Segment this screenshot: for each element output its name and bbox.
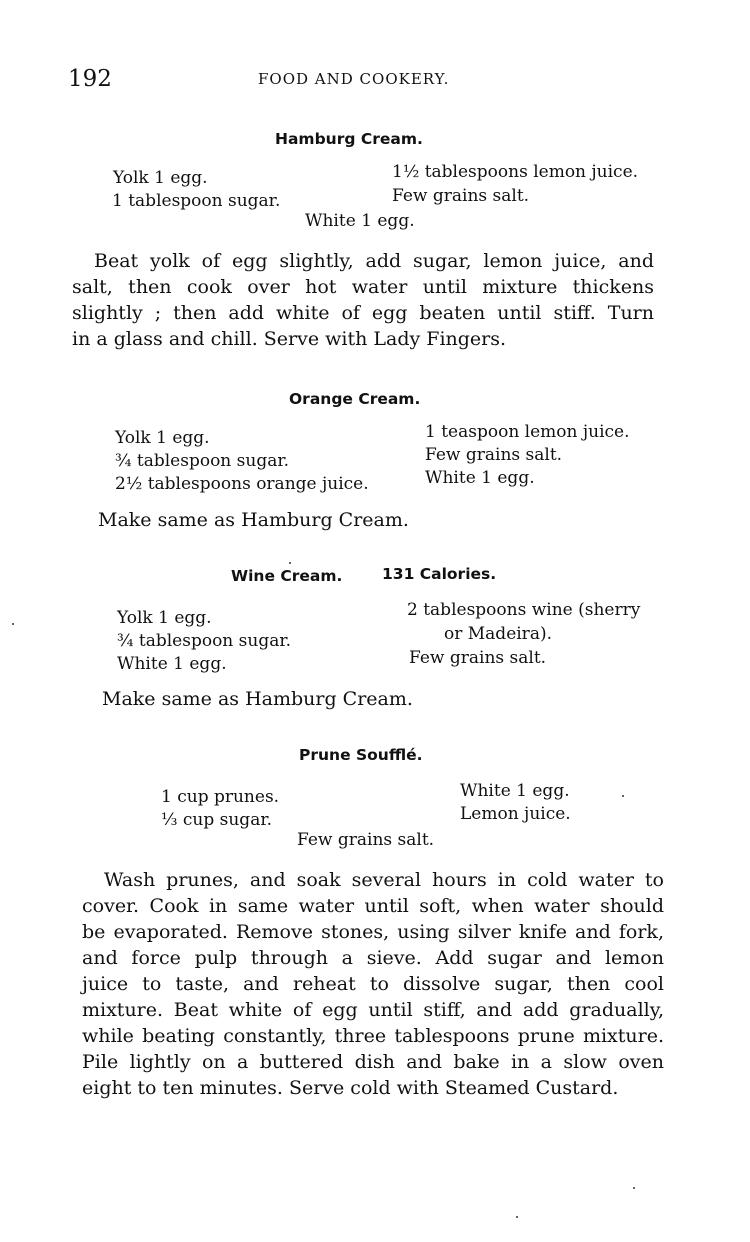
method-line: be evaporated. Remove stones, using silver knife and fork, [82, 921, 664, 943]
ingredient-lemon-juice: 1 teaspoon lemon juice. [425, 422, 630, 442]
ingredient-yolk: Yolk 1 egg. [115, 428, 210, 448]
scan-speck [633, 1187, 635, 1189]
ingredient-sugar: ¾ tablespoon sugar. [115, 451, 290, 471]
recipe-title: Wine Cream. [231, 567, 343, 585]
recipe-method [72, 248, 654, 352]
ingredient-sugar: ⅓ cup sugar. [161, 810, 272, 830]
recipe-title: Prune Soufflé. [299, 746, 423, 764]
method-line: in a glass and chill. Serve with Lady Fingers. [72, 328, 507, 350]
ingredient-salt: Few grains salt. [297, 830, 435, 850]
recipe-method: Make same as Hamburg Cream. [98, 509, 409, 531]
ingredient-egg-white: White 1 egg. [117, 654, 227, 674]
ingredient-salt: Few grains salt. [409, 648, 547, 668]
ingredient-yolk: Yolk 1 egg. [117, 608, 212, 628]
ingredient-wine: 2 tablespoons wine (sherry [407, 600, 641, 620]
scan-speck [516, 1216, 518, 1218]
recipe-title: Hamburg Cream. [275, 130, 423, 148]
method-line: Wash prunes, and soak several hours in cold water to [104, 869, 664, 891]
ingredient-sugar: ¾ tablespoon sugar. [117, 631, 292, 651]
ingredient-yolk: Yolk 1 egg. [113, 168, 208, 188]
calories-label: 131 Calories. [382, 565, 497, 583]
ingredient-orange-juice: 2½ tablespoons orange juice. [115, 474, 369, 494]
ingredient-salt: Few grains salt. [425, 445, 563, 465]
recipe-method [82, 867, 664, 1101]
running-head: FOOD AND COOKERY. [258, 70, 450, 88]
ingredient-wine-continued: or Madeira). [444, 624, 552, 644]
method-line: Beat yolk of egg slightly, add sugar, lemon juice, and [94, 250, 654, 272]
ingredient-salt: Few grains salt. [392, 186, 530, 206]
recipe-method: Make same as Hamburg Cream. [102, 688, 413, 710]
scan-speck [622, 795, 624, 797]
scan-speck [12, 623, 14, 625]
scan-speck [289, 562, 291, 564]
ingredient-lemon-juice: 1½ tablespoons lemon juice. [392, 162, 639, 182]
method-line: Pile lightly on a buttered dish and bake in a slow oven [82, 1051, 664, 1073]
ingredient-egg-white: White 1 egg. [425, 468, 535, 488]
page-number: 192 [68, 66, 112, 92]
method-line: juice to taste, and reheat to dissolve sugar, then cool [82, 973, 664, 995]
method-line: mixture. Beat white of egg until stiff, and add gradually, [82, 999, 664, 1021]
method-line: while beating constantly, three tablespoons prune mixture. [82, 1025, 664, 1047]
ingredient-egg-white: White 1 egg. [460, 781, 570, 801]
ingredient-prunes: 1 cup prunes. [161, 787, 280, 807]
method-line: cover. Cook in same water until soft, when water should [82, 895, 664, 917]
method-line: salt, then cook over hot water until mixture thickens [72, 276, 654, 298]
method-line: and force pulp through a sieve. Add sugar and lemon [82, 947, 664, 969]
recipe-title: Orange Cream. [289, 390, 421, 408]
method-line: slightly ; then add white of egg beaten until stiff. Turn [72, 302, 654, 324]
method-line: eight to ten minutes. Serve cold with Steamed Custard. [82, 1077, 619, 1099]
ingredient-lemon-juice: Lemon juice. [460, 804, 571, 824]
ingredient-egg-white: White 1 egg. [305, 211, 415, 231]
ingredient-sugar: 1 tablespoon sugar. [112, 191, 281, 211]
